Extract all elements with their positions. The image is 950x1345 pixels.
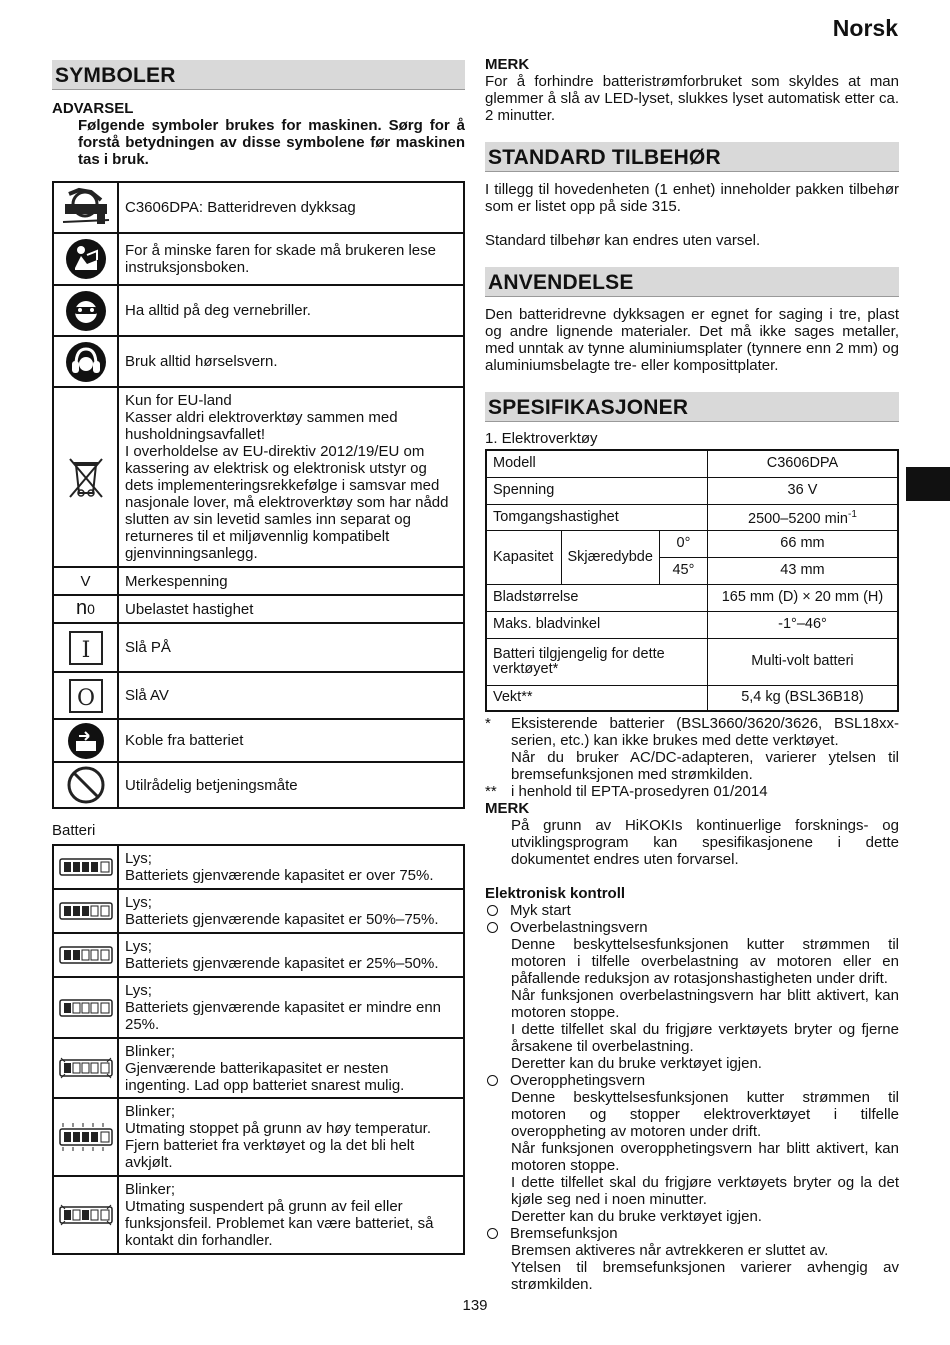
symbol-desc: Kun for EU-land Kasser aldri elektroverktøy sammen med husholdningsavfallet! I overholdelse av EU-direktiv 2012/19/EU om kassering av elektrisk og elektronisk utstyr og dets implementeringsrekkefølge i samsvar med nasjonale lover, må elektroverktøy som har nådd slutten av sin levetid samles inn separat og returneres til et miljøvennlig kompatibelt gjenvinningsanlegg. xyxy=(118,387,464,567)
battery-row xyxy=(53,1176,464,1254)
feature-overopphetingsvern: Overopphetingsvern xyxy=(485,1072,899,1089)
warning-label: ADVARSEL xyxy=(52,100,134,117)
symbol-desc: Merkespenning xyxy=(118,567,464,595)
crossed-bin-icon xyxy=(66,455,106,499)
battery-2-bars-icon xyxy=(59,946,113,964)
battery-label: Batteri xyxy=(52,822,96,839)
ear-protection-icon xyxy=(65,341,107,383)
spec-row: Spenning 36 V xyxy=(486,477,898,504)
spec-table xyxy=(485,449,899,712)
symbols-table xyxy=(52,181,465,809)
merk-label: MERK xyxy=(485,56,530,73)
battery-row xyxy=(53,1098,464,1176)
battery-blinking-icon xyxy=(57,1054,115,1082)
spec-row: Bladstørrelse 165 mm (D) × 20 mm (H) xyxy=(486,584,898,611)
battery-desc: Blinker; Utmating suspendert på grunn av feil eller funksjonsfeil. Problemet kan være batteriet, så kontakt din forhandler. xyxy=(118,1176,464,1254)
right-column xyxy=(485,56,899,1293)
spec-row: Batteri tilgjengelig for dette verktøyet* Multi-volt batteri xyxy=(486,638,898,685)
safety-glasses-icon xyxy=(65,290,107,332)
symbol-row xyxy=(53,623,464,672)
language-header: Norsk xyxy=(832,15,898,41)
no-load-speed-symbol: n0 xyxy=(53,595,118,623)
standard-note: Standard tilbehør kan endres uten varsel. xyxy=(485,232,761,249)
spec-row: Kapasitet Skjæredybde 0° 66 mm xyxy=(486,530,898,557)
spec-merk-label: MERK xyxy=(485,800,530,817)
warning-text: Følgende symboler brukes for maskinen. Sørg for å forstå betydningen av disse symbolene før maskinen tas i bruk. xyxy=(78,117,465,168)
spec-footnote-2: ** i henhold til EPTA-prosedyren 01/2014 xyxy=(485,783,768,800)
symbol-desc: Bruk alltid hørselsvern. xyxy=(118,336,464,387)
feature-overbelastningsvern: Overbelastningsvern xyxy=(485,919,899,936)
symbol-row xyxy=(53,762,464,808)
symbol-desc: Ubelastet hastighet xyxy=(118,595,464,623)
read-manual-icon xyxy=(65,238,107,280)
battery-row xyxy=(53,933,464,977)
battery-table xyxy=(52,844,465,1255)
symbol-row xyxy=(53,233,464,285)
symbol-row xyxy=(53,182,464,233)
standard-text: I tillegg til hovedenheten (1 enhet) inneholder pakken tilbehør som er listet opp på side 315. xyxy=(485,181,899,215)
symbol-desc: Utilrådelig betjeningsmåte xyxy=(118,762,464,808)
battery-desc: Blinker; Utmating stoppet på grunn av høy temperatur. Fjern batteriet fra verktøyet og la det bli helt avkjølt. xyxy=(118,1098,464,1176)
symbol-row xyxy=(53,285,464,336)
battery-desc: Lys; Batteriets gjenværende kapasitet er over 75%. xyxy=(118,845,464,889)
symbol-desc: Slå PÅ xyxy=(118,623,464,672)
spec-merk-text: På grunn av HiKOKIs kontinuerlige forsknings- og utviklingsprogram kan spesifikasjonene i dette dokumentet endres uten forvarsel. xyxy=(511,817,899,868)
spec-row: Vekt** 5,4 kg (BSL36B18) xyxy=(486,685,898,711)
disconnect-battery-icon xyxy=(67,722,105,760)
battery-row xyxy=(53,845,464,889)
spesifikasjoner-heading: SPESIFIKASJONER xyxy=(485,392,899,422)
section-tab-marker xyxy=(906,467,950,501)
symbol-row xyxy=(53,672,464,719)
symbol-row xyxy=(53,567,464,595)
switch-on-icon xyxy=(69,631,103,665)
feature-desc: Denne beskyttelsesfunksjonen kutter strømmen til motoren og stopper elektroverktøyet i tilfelle overoppheting av motoren under drift. Når funksjonen overopphetingsvern har blitt aktivert, kan motoren stoppe. I dette tilfellet skal du frigjøre verktøyets bryter og la det kjøle seg ned i noen minutter. Deretter kan du bruke verktøyet igjen. xyxy=(511,1089,899,1225)
battery-blinking-fault-icon xyxy=(57,1199,115,1231)
battery-desc: Blinker; Gjenværende batterikapasitet er nesten ingenting. Lad opp batteriet snarest mulig. xyxy=(118,1038,464,1098)
symbol-desc: Ha alltid på deg vernebriller. xyxy=(118,285,464,336)
svg-text:I: I xyxy=(81,637,90,663)
feature-myk-start: Myk start xyxy=(485,902,899,919)
spec-subtitle: 1. Elektroverktøy xyxy=(485,430,598,447)
page-number: 139 xyxy=(462,1297,488,1314)
spec-row: 45° 43 mm xyxy=(486,557,898,584)
feature-desc: Bremsen aktiveres når avtrekkeren er sluttet av. Ytelsen til bremsefunksjonen varierer avhengig av strømkilden. xyxy=(511,1242,899,1293)
symbol-desc: For å minske faren for skade må brukeren lese instruksjonsboken. xyxy=(118,233,464,285)
symbol-desc: Koble fra batteriet xyxy=(118,719,464,762)
symbol-desc: Slå AV xyxy=(118,672,464,719)
battery-desc: Lys; Batteriets gjenværende kapasitet er mindre enn 25%. xyxy=(118,977,464,1038)
battery-row xyxy=(53,889,464,933)
spec-row: Maks. bladvinkel -1°–46° xyxy=(486,611,898,638)
anvendelse-text: Den batteridrevne dykksagen er egnet for saging i tre, plast og andre lignende materialer. Det må ikke sages metaller, med unntak av tynne aluminiumsplater (tynnere enn 2 mm) og aluminiumsbelagte tre- eller komposittplater. xyxy=(485,306,899,374)
circular-saw-icon xyxy=(61,186,111,230)
voltage-symbol: V xyxy=(53,567,118,595)
merk-text: For å forhindre batteristrømforbruket som skyldes at man glemmer å slå av LED-lyset, slukkes lyset automatisk etter ca. 2 minutter. xyxy=(485,73,899,124)
elektronisk-heading: Elektronisk kontroll xyxy=(485,885,626,902)
switch-off-icon xyxy=(69,679,103,713)
symbol-row xyxy=(53,719,464,762)
spec-footnote-1: * Eksisterende batterier (BSL3660/3620/3626, BSL18xx-serien, etc.) kan ikke brukes med dette verktøyet. Når du bruker AC/DC-adapteren, varierer ytelsen til bremsefunksjonen med strømkilden. xyxy=(485,715,899,783)
spec-row: Tomgangshastighet 2500–5200 $\min^{-1}$ xyxy=(486,504,898,530)
symboler-heading: SYMBOLER xyxy=(52,60,465,90)
feature-desc: Denne beskyttelsesfunksjonen kutter strømmen til motoren i tilfelle overbelastning av motoren eller en påfallende reduksjon av rotasjonshastigheten under drift. Når funksjonen overbelastningsvern har blitt aktivert, kan motoren stoppe. I dette tilfellet skal du frigjøre verktøyets bryter og fjerne årsakene til overbelastning. Deretter kan du bruke verktøyet igjen. xyxy=(511,936,899,1072)
feature-bremsefunksjon: Bremsefunksjon xyxy=(485,1225,899,1242)
symbol-row xyxy=(53,595,464,623)
standard-heading: STANDARD TILBEHØR xyxy=(485,142,899,172)
anvendelse-heading: ANVENDELSE xyxy=(485,267,899,297)
battery-row xyxy=(53,1038,464,1098)
svg-text:O: O xyxy=(76,685,95,711)
battery-row xyxy=(53,977,464,1038)
left-column xyxy=(52,60,465,1255)
battery-1-bar-icon xyxy=(59,999,113,1017)
battery-3-bars-icon xyxy=(59,902,113,920)
battery-4-bars-icon xyxy=(59,858,113,876)
battery-blinking-temp-icon xyxy=(57,1121,115,1153)
symbol-desc: C3606DPA: Batteridreven dykksag xyxy=(118,182,464,233)
prohibited-icon xyxy=(66,765,106,805)
symbol-row xyxy=(53,387,464,567)
battery-desc: Lys; Batteriets gjenværende kapasitet er 50%–75%. xyxy=(118,889,464,933)
spec-row: Modell C3606DPA xyxy=(486,450,898,477)
battery-desc: Lys; Batteriets gjenværende kapasitet er 25%–50%. xyxy=(118,933,464,977)
symbol-row xyxy=(53,336,464,387)
